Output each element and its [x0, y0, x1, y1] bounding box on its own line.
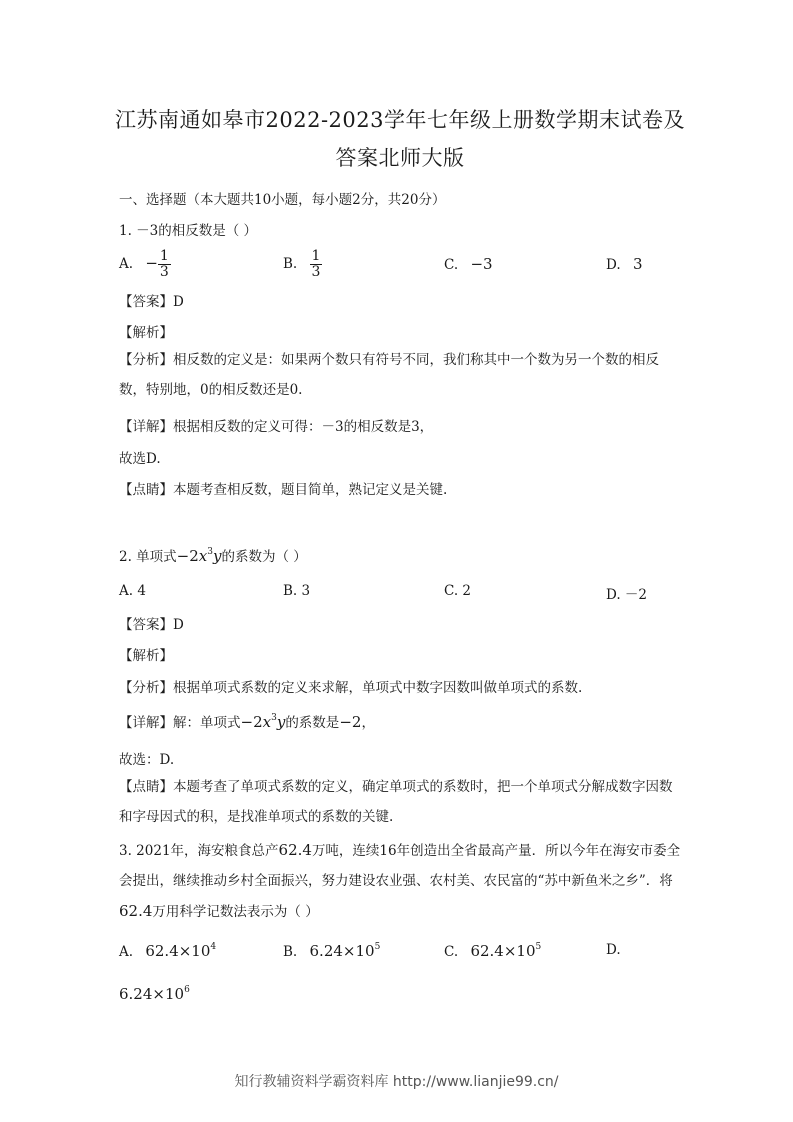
q2-stem-monomial — [177, 547, 222, 565]
q3-option-b-exponent: 5 — [374, 942, 381, 952]
q3-option-d-expression — [119, 985, 190, 1003]
q2-comment: 【点睛】本题考查了单项式系数的定义，确定单项式的系数时，把一个单项式分解成数字因数和字母因式的积，是找准单项式的系数的关键. — [119, 779, 673, 825]
q2-stem — [119, 545, 307, 565]
q1-answer: 【答案】D — [119, 294, 184, 310]
q3-stem-part2: 万吨，连续16年创造出全省最高产量．所以今年在海安市委全会提出，继续推动乡村全面振兴，努力建设农业强、农村美、农民富的“苏中新鱼米之乡”．将 — [119, 843, 681, 889]
q3-option-c — [444, 942, 541, 960]
q2-option-c: C. 2 — [444, 583, 472, 599]
q2-stem-exponent: 3 — [207, 547, 213, 557]
q2-option-a: A. 4 — [119, 583, 146, 599]
q2-stem-suffix: 的系数为（ ） — [221, 549, 307, 565]
q3-option-a — [119, 942, 216, 960]
q2-answer: 【答案】D — [119, 617, 184, 633]
q1-option-c-value: −3 — [470, 255, 493, 273]
q1-option-b-fraction — [310, 249, 323, 280]
q2-detail-middle: 的系数是 — [285, 715, 340, 731]
q1-option-b — [283, 249, 322, 280]
q1-option-b-denominator: 3 — [311, 264, 321, 280]
q3-option-c-value — [470, 942, 541, 960]
q3-option-d-exponent: 6 — [184, 985, 190, 995]
q3-option-b-label: B. — [283, 944, 298, 960]
q2-stem-var-y: y — [213, 547, 222, 565]
q2-analysis-fenxi: 【分析】根据单项式系数的定义来求解，单项式中数字因数叫做单项式的系数. — [119, 680, 583, 696]
q2-detail-exponent: 3 — [271, 713, 277, 723]
q2-option-d: D. －2 — [606, 587, 648, 603]
q1-option-a-sign: − — [145, 254, 158, 272]
q3-option-c-exponent: 5 — [535, 942, 542, 952]
title-line-1: 江苏南通如皋市2022-2023学年七年级上册数学期末试卷及 — [115, 108, 685, 132]
q1-analysis-heading: 【解析】 — [119, 325, 173, 341]
q1-option-d-value: 3 — [632, 255, 643, 273]
q2-stem-coefficient: −2 — [176, 547, 199, 565]
q3-stem-number-2: 62.4 — [119, 902, 153, 920]
q1-analysis-detail: 【详解】根据相反数的定义可得：－3的相反数是3， — [119, 419, 434, 435]
q1-option-c-label: C. — [444, 257, 459, 273]
q3-option-b-base: 6.24×10 — [309, 942, 375, 960]
page-footer-watermark: 知行教辅资料学霸资料库 http://www.lianjie99.cn/ — [234, 1074, 559, 1090]
q2-option-b: B. 3 — [283, 583, 311, 599]
title-line-2: 答案北师大版 — [335, 146, 465, 170]
document-title — [110, 101, 690, 177]
q2-detail-prefix: 【详解】解：单项式 — [119, 715, 241, 731]
q3-option-a-label: A. — [119, 944, 134, 960]
q1-option-b-label: B. — [283, 256, 298, 272]
q1-option-a-denominator: 3 — [159, 264, 169, 280]
section-heading: 一、选择题（本大题共10小题，每小题2分，共20分） — [119, 192, 446, 208]
q2-detail-var-y: y — [276, 713, 286, 731]
q2-stem-var-x: x — [198, 547, 208, 565]
q2-analysis-heading: 【解析】 — [119, 648, 173, 664]
q1-option-a — [119, 249, 171, 280]
q3-option-d-value — [119, 985, 190, 1003]
q2-detail-value: −2 — [339, 713, 362, 731]
q3-stem-part1: 3. 2021年，海安粮食总产 — [119, 843, 279, 859]
q2-detail-monomial — [241, 713, 286, 731]
q3-option-c-label: C. — [444, 944, 459, 960]
q3-stem — [119, 835, 682, 927]
q3-option-c-base: 62.4×10 — [470, 942, 536, 960]
q1-option-a-fraction — [158, 249, 171, 280]
q3-option-a-value — [145, 942, 216, 960]
q1-option-a-numerator: 1 — [159, 248, 169, 264]
q1-option-d-label: D. — [606, 257, 621, 273]
q3-option-d-label: D. — [606, 942, 621, 958]
q1-stem: 1. －3的相反数是（ ） — [119, 223, 258, 239]
q1-analysis-fenxi: 【分析】相反数的定义是：如果两个数只有符号不同，我们称其中一个数为另一个数的相反数，特别地，0的相反数还是0. — [119, 352, 659, 398]
q3-option-a-exponent: 4 — [210, 942, 217, 952]
q2-detail-coefficient: −2 — [240, 713, 263, 731]
q2-choice: 故选：D. — [119, 752, 175, 768]
q1-choice: 故选D. — [119, 451, 161, 467]
q1-option-b-numerator: 1 — [311, 248, 321, 264]
q3-stem-part3: 万用科学记数法表示为（ ） — [152, 904, 319, 920]
q1-comment: 【点睛】本题考查相反数，题目简单，熟记定义是关键. — [119, 482, 448, 498]
q3-option-b-value — [310, 942, 381, 960]
q1-option-d — [606, 255, 642, 273]
q1-option-a-label: A. — [119, 256, 134, 272]
q2-detail-end: ， — [361, 715, 375, 731]
q3-option-d-base: 6.24×10 — [119, 985, 185, 1003]
q3-option-a-base: 62.4×10 — [145, 942, 211, 960]
q3-option-b — [283, 942, 380, 960]
q2-analysis-detail — [119, 711, 375, 731]
q2-detail-var-x: x — [262, 713, 272, 731]
q2-stem-prefix: 2. 单项式 — [119, 549, 177, 565]
q3-stem-number-1: 62.4 — [278, 841, 312, 859]
q1-option-c — [444, 255, 493, 273]
